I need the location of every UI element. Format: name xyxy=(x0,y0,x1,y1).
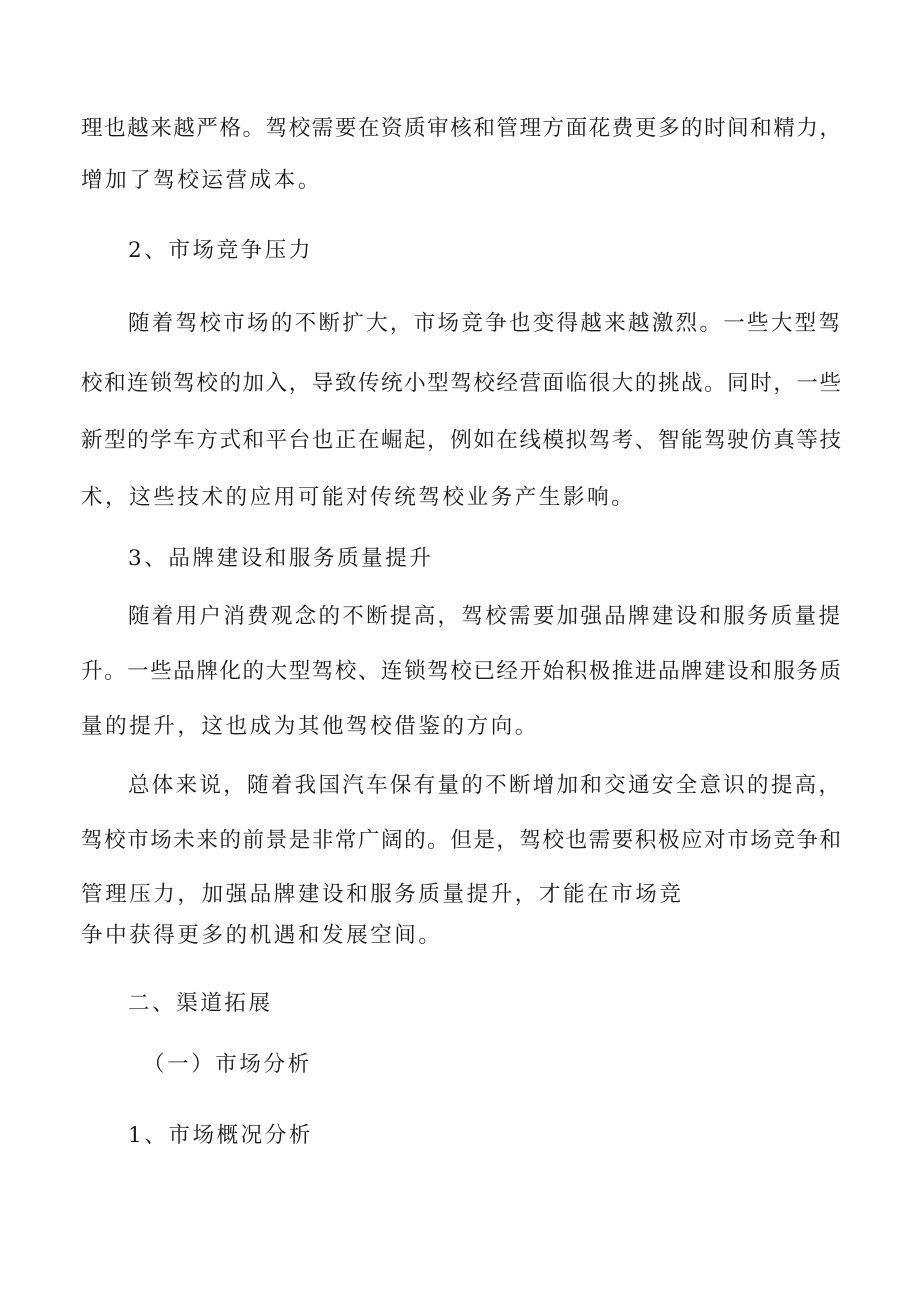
paragraph-line: 随着驾校市场的不断扩大，市场竞争也变得越来越激烈。一些大型驾 xyxy=(128,311,840,336)
paragraph-line: 新型的学车方式和平台也正在崛起，例如在线模拟驾考、智能驾驶仿真等技 xyxy=(81,428,841,453)
paragraph-line: 理也越来越严格。驾校需要在资质审核和管理方面花费更多的时间和精力， xyxy=(81,116,841,141)
paragraph-line: 管理压力，加强品牌建设和服务质量提升，才能在市场竞 xyxy=(81,882,684,907)
section-heading: 1、市场概况分析 xyxy=(128,1123,313,1148)
paragraph-line: 随着用户消费观念的不断提高，驾校需要加强品牌建设和服务质量提 xyxy=(128,604,840,629)
paragraph-line: 争中获得更多的机遇和发展空间。 xyxy=(81,923,443,948)
paragraph-line: 校和连锁驾校的加入，导致传统小型驾校经营面临很大的挑战。同时，一些 xyxy=(81,371,841,396)
paragraph-line: 驾校市场未来的前景是非常广阔的。但是，驾校也需要积极应对市场竞争和 xyxy=(81,828,841,853)
paragraph-line: 增加了驾校运营成本。 xyxy=(81,168,323,193)
paragraph-line: 术，这些技术的应用可能对传统驾校业务产生影响。 xyxy=(81,485,636,510)
paragraph-line: 总体来说，随着我国汽车保有量的不断增加和交通安全意识的提高， xyxy=(128,773,840,798)
paragraph-line: 升。一些品牌化的大型驾校、连锁驾校已经开始积极推进品牌建设和服务质 xyxy=(81,659,841,684)
subsection-heading: （一）市场分析 xyxy=(143,1052,312,1077)
paragraph-line: 量的提升，这也成为其他驾校借鉴的方向。 xyxy=(81,714,539,739)
section-heading: 3、品牌建设和服务质量提升 xyxy=(128,546,434,571)
chapter-heading: 二、渠道拓展 xyxy=(128,991,273,1016)
section-heading: 2、市场竞争压力 xyxy=(128,238,313,263)
